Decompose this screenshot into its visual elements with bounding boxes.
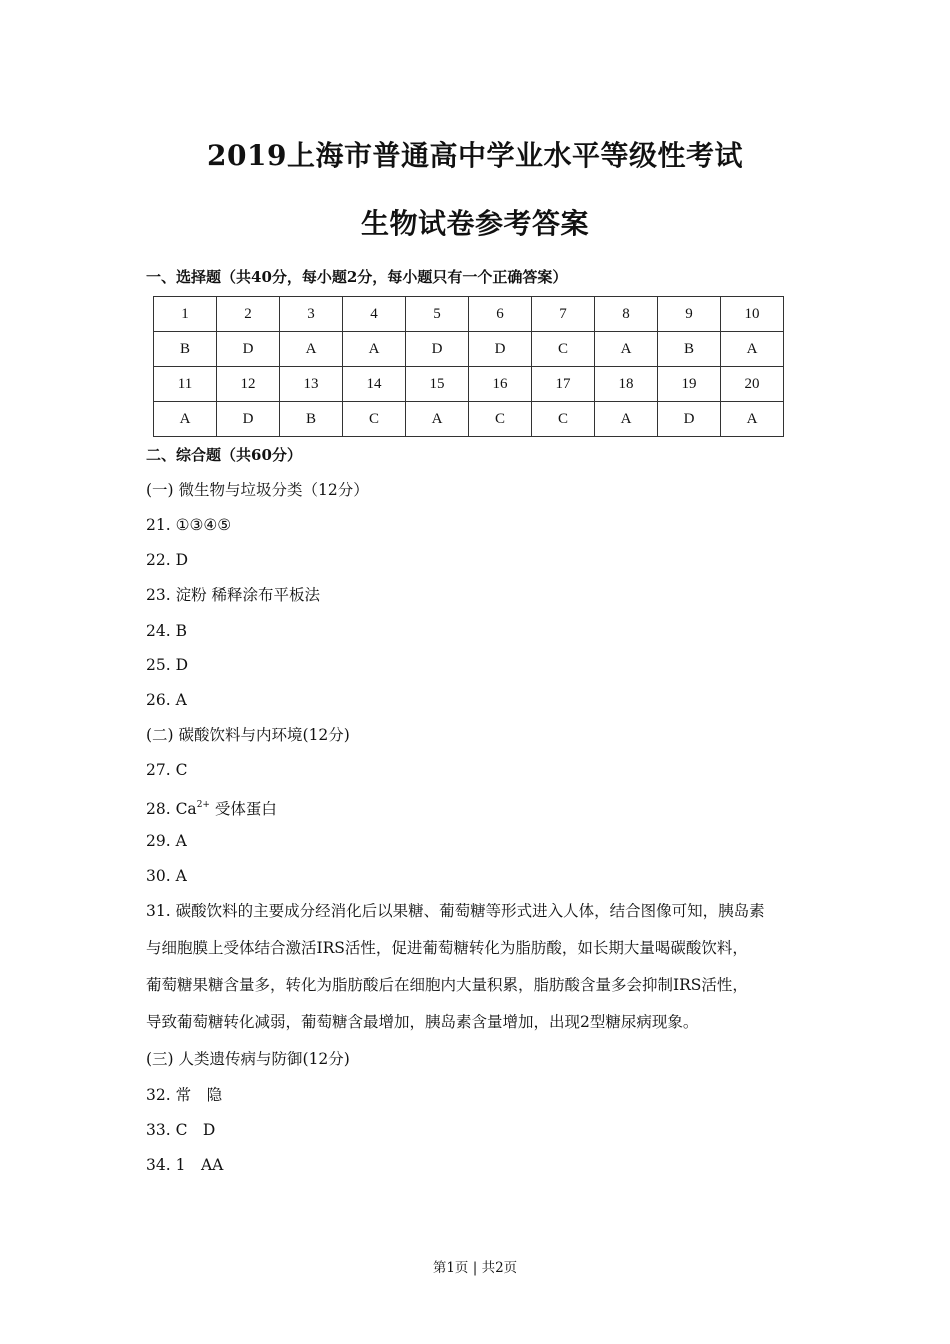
answer-q32: 32. 常 隐 <box>146 1086 223 1104</box>
table-cell: 18 <box>595 367 658 402</box>
answer-q30: 30. A <box>146 867 187 885</box>
answer-q28-prefix: 28. Ca <box>146 800 197 818</box>
answer-q31-line3: 葡萄糖果糖含量多，转化为脂肪酸后在细胞内大量积累，脂肪酸含量多会抑制IRS活性， <box>146 976 748 994</box>
page-footer: 第1页 | 共2页 <box>432 1260 518 1276</box>
table-cell: B <box>280 402 343 437</box>
answer-q22: 22. D <box>146 551 189 569</box>
table-cell: 17 <box>532 367 595 402</box>
table-cell: C <box>532 402 595 437</box>
answer-q33: 33. C D <box>146 1121 216 1139</box>
table-cell: 8 <box>595 297 658 332</box>
answer-q25: 25. D <box>146 656 189 674</box>
table-cell: A <box>721 332 784 367</box>
part1-heading: (一) 微生物与垃圾分类（12分） <box>146 481 369 499</box>
table-cell: 7 <box>532 297 595 332</box>
answer-q28 <box>146 795 277 819</box>
table-row <box>154 402 784 437</box>
table-cell: A <box>595 402 658 437</box>
table-cell: 9 <box>658 297 721 332</box>
answer-q28-suffix: 受体蛋白 <box>209 800 277 818</box>
answer-q21: 21. ①③④⑤ <box>146 516 232 534</box>
table-row <box>154 367 784 402</box>
answer-q24: 24. B <box>146 622 187 640</box>
table-cell: 13 <box>280 367 343 402</box>
table-cell: 20 <box>721 367 784 402</box>
table-cell: 19 <box>658 367 721 402</box>
table-cell: A <box>154 402 217 437</box>
table-cell: A <box>595 332 658 367</box>
table-cell: C <box>469 402 532 437</box>
table-cell: 12 <box>217 367 280 402</box>
table-cell: C <box>532 332 595 367</box>
table-cell: 16 <box>469 367 532 402</box>
part2-heading: (二) 碳酸饮料与内环境(12分) <box>146 726 350 744</box>
table-cell: 11 <box>154 367 217 402</box>
table-cell: 10 <box>721 297 784 332</box>
table-cell: 14 <box>343 367 406 402</box>
table-cell: A <box>280 332 343 367</box>
answer-q31-line1: 31. 碳酸饮料的主要成分经消化后以果糖、葡萄糖等形式进入人体，结合图像可知，胰岛素 <box>146 902 765 920</box>
table-row <box>154 332 784 367</box>
table-row <box>154 297 784 332</box>
answer-q31-line2: 与细胞膜上受体结合激活IRS活性，促进葡萄糖转化为脂肪酸，如长期大量喝碳酸饮料， <box>146 939 748 957</box>
table-cell: D <box>469 332 532 367</box>
table-cell: A <box>406 402 469 437</box>
answer-q27: 27. C <box>146 761 188 779</box>
answer-table <box>153 296 784 437</box>
table-cell: B <box>658 332 721 367</box>
table-cell: 1 <box>154 297 217 332</box>
table-cell: 2 <box>217 297 280 332</box>
answer-q23: 23. 淀粉 稀释涂布平板法 <box>146 586 321 604</box>
table-cell: 5 <box>406 297 469 332</box>
table-cell: B <box>154 332 217 367</box>
table-cell: A <box>343 332 406 367</box>
table-cell: D <box>658 402 721 437</box>
table-cell: C <box>343 402 406 437</box>
answer-q34: 34. 1 AA <box>146 1156 224 1174</box>
document-subtitle: 生物试卷参考答案 <box>360 207 589 240</box>
section2-heading: 二、综合题（共60分） <box>146 446 302 464</box>
table-cell: A <box>721 402 784 437</box>
table-cell: 15 <box>406 367 469 402</box>
table-cell: D <box>217 332 280 367</box>
table-cell: 6 <box>469 297 532 332</box>
answer-q26: 26. A <box>146 691 187 709</box>
table-cell: 4 <box>343 297 406 332</box>
table-cell: 3 <box>280 297 343 332</box>
part3-heading: (三) 人类遗传病与防御(12分) <box>146 1050 350 1068</box>
answer-q29: 29. A <box>146 832 187 850</box>
table-cell: D <box>217 402 280 437</box>
section1-heading: 一、选择题（共40分，每小题2分，每小题只有一个正确答案） <box>146 268 568 286</box>
answer-q28-superscript: 2+ <box>196 800 210 810</box>
answer-q31-line4: 导致葡萄糖转化减弱，葡萄糖含最增加，胰岛素含量增加，出现2型糖尿病现象。 <box>146 1013 699 1031</box>
document-title: 2019上海市普通高中学业水平等级性考试 <box>207 139 743 172</box>
table-cell: D <box>406 332 469 367</box>
